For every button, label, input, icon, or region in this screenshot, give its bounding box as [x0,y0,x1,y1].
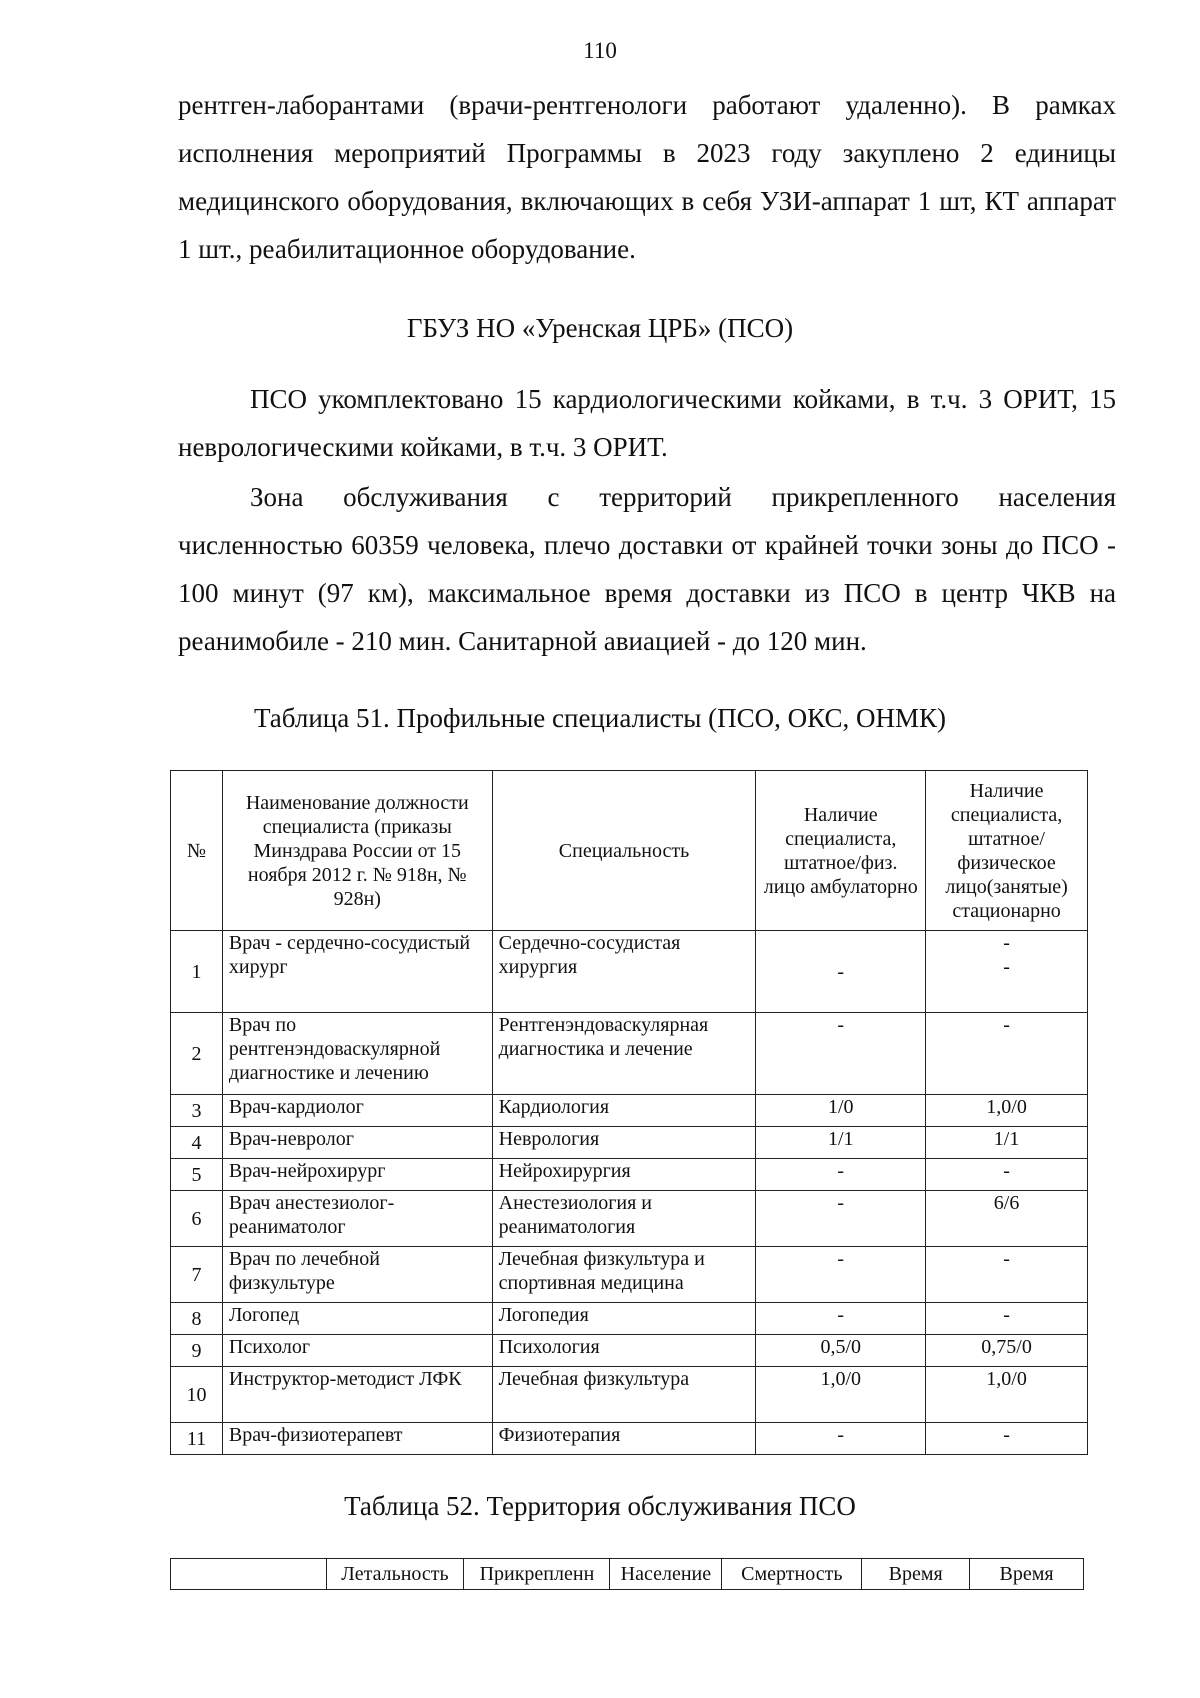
specialty-cell: Кардиология [492,1095,756,1127]
table51-caption: Таблица 51. Профильные специалисты (ПСО, ОКС, ОНМК) [253,703,946,733]
inpatient-cell: - [926,1303,1088,1335]
specialty-cell: Психология [492,1335,756,1367]
outpatient-cell: - [756,1191,926,1247]
position-cell: Врач-физиотерапевт [222,1423,492,1455]
position-cell: Логопед [222,1303,492,1335]
inpatient-cell: - [926,1247,1088,1303]
header-outpatient: Наличие специалиста, штатное/физ. лицо амбулаторно [756,771,926,931]
table-row [171,1303,1088,1335]
inpatient-cell: - [926,1013,1088,1095]
outpatient-cell: - [756,931,926,1013]
position-cell: Врач по рентгенэндоваскулярной диагностике и лечению [222,1013,492,1095]
inpatient-cell: 0,75/0 [926,1335,1088,1367]
row-number: 5 [171,1159,223,1191]
header-position: Наименование должности специалиста (приказы Минздрава России от 15 ноября 2012 г. № 918н, № 928н) [222,771,492,931]
outpatient-cell: - [756,1247,926,1303]
outpatient-cell: - [756,1423,926,1455]
service-territory-table [170,1558,1084,1590]
outpatient-cell: 0,5/0 [756,1335,926,1367]
position-cell: Врач-кардиолог [222,1095,492,1127]
specialty-cell: Анестезиология и реаниматология [492,1191,756,1247]
header-territory [171,1559,327,1590]
inpatient-cell: 1,0/0 [926,1095,1088,1127]
header-number: № [171,771,223,931]
inpatient-cell: 1,0/0 [926,1367,1088,1423]
specialists-table-body [171,931,1088,1455]
inpatient-cell: 6/6 [926,1191,1088,1247]
outpatient-cell: - [756,1159,926,1191]
page-number: 110 [583,38,617,63]
row-number: 2 [171,1013,223,1095]
section-title: ГБУЗ НО «Уренская ЦРБ» (ПСО) [406,313,794,343]
table-header-row [171,1559,1084,1590]
inpatient-cell: - [926,1159,1088,1191]
table-row [171,1335,1088,1367]
inpatient-cell: - - [926,931,1088,1013]
service-zone-paragraph: Зона обслуживания с территорий прикрепленного населения численностью 60359 человека, плечо доставки от крайней точки зоны до ПСО - 100 минут (97 км), максимальное время доставки из ПСО в центр ЧКВ на реанимобиле - 210 мин. Санитарной авиацией - до 120 мин. [178,482,1116,656]
header-specialty: Специальность [492,771,756,931]
table-row [171,1013,1088,1095]
row-number: 9 [171,1335,223,1367]
position-cell: Врач-невролог [222,1127,492,1159]
header-lethality: Летальность [326,1559,464,1590]
table-row [171,1095,1088,1127]
specialty-cell: Нейрохирургия [492,1159,756,1191]
table-row [171,1159,1088,1191]
position-cell: Врач по лечебной физкультуре [222,1247,492,1303]
table-row [171,931,1088,1013]
table-header-row [171,771,1088,931]
outpatient-cell: 1,0/0 [756,1367,926,1423]
specialty-cell: Лечебная физкультура и спортивная медицина [492,1247,756,1303]
header-population: Население [610,1559,722,1590]
specialty-cell: Рентгенэндоваскулярная диагностика и лечение [492,1013,756,1095]
position-cell: Врач - сердечно-сосудистый хирург [222,931,492,1013]
header-inpatient: Наличие специалиста, штатное/физическое лицо(занятые) стационарно [926,771,1088,931]
header-attached: Прикрепленн [464,1559,610,1590]
beds-paragraph: ПСО укомплектовано 15 кардиологическими койками, в т.ч. 3 ОРИТ, 15 неврологическими койками, в т.ч. 3 ОРИТ. [178,384,1116,462]
table-row [171,1423,1088,1455]
row-number: 3 [171,1095,223,1127]
specialty-cell: Лечебная физкультура [492,1367,756,1423]
table-row [171,1191,1088,1247]
table-row [171,1367,1088,1423]
header-time-2: Время [970,1559,1084,1590]
header-time-1: Время [862,1559,970,1590]
header-mortality: Смертность [722,1559,862,1590]
row-number: 4 [171,1127,223,1159]
specialty-cell: Сердечно-сосудистая хирургия [492,931,756,1013]
row-number: 11 [171,1423,223,1455]
inpatient-cell: - [926,1423,1088,1455]
row-number: 8 [171,1303,223,1335]
row-number: 1 [171,931,223,1013]
row-number: 10 [171,1367,223,1423]
outpatient-cell: 1/1 [756,1127,926,1159]
table-row [171,1247,1088,1303]
outpatient-cell: 1/0 [756,1095,926,1127]
specialists-table [170,770,1088,1455]
position-cell: Врач анестезиолог-реаниматолог [222,1191,492,1247]
specialty-cell: Логопедия [492,1303,756,1335]
position-cell: Психолог [222,1335,492,1367]
specialty-cell: Неврология [492,1127,756,1159]
specialty-cell: Физиотерапия [492,1423,756,1455]
table52-caption: Таблица 52. Территория обслуживания ПСО [344,1491,856,1521]
row-number: 6 [171,1191,223,1247]
position-cell: Инструктор-методист ЛФК [222,1367,492,1423]
table-row [171,1127,1088,1159]
position-cell: Врач-нейрохирург [222,1159,492,1191]
outpatient-cell: - [756,1013,926,1095]
row-number: 7 [171,1247,223,1303]
intro-paragraph: рентген-лаборантами (врачи-рентгенологи работают удаленно). В рамках исполнения мероприятий Программы в 2023 году закуплено 2 единицы медицинского оборудования, включающих в себя УЗИ-аппарат 1 шт, КТ аппарат 1 шт., реабилитационное оборудование. [178,90,1116,264]
inpatient-cell: 1/1 [926,1127,1088,1159]
outpatient-cell: - [756,1303,926,1335]
